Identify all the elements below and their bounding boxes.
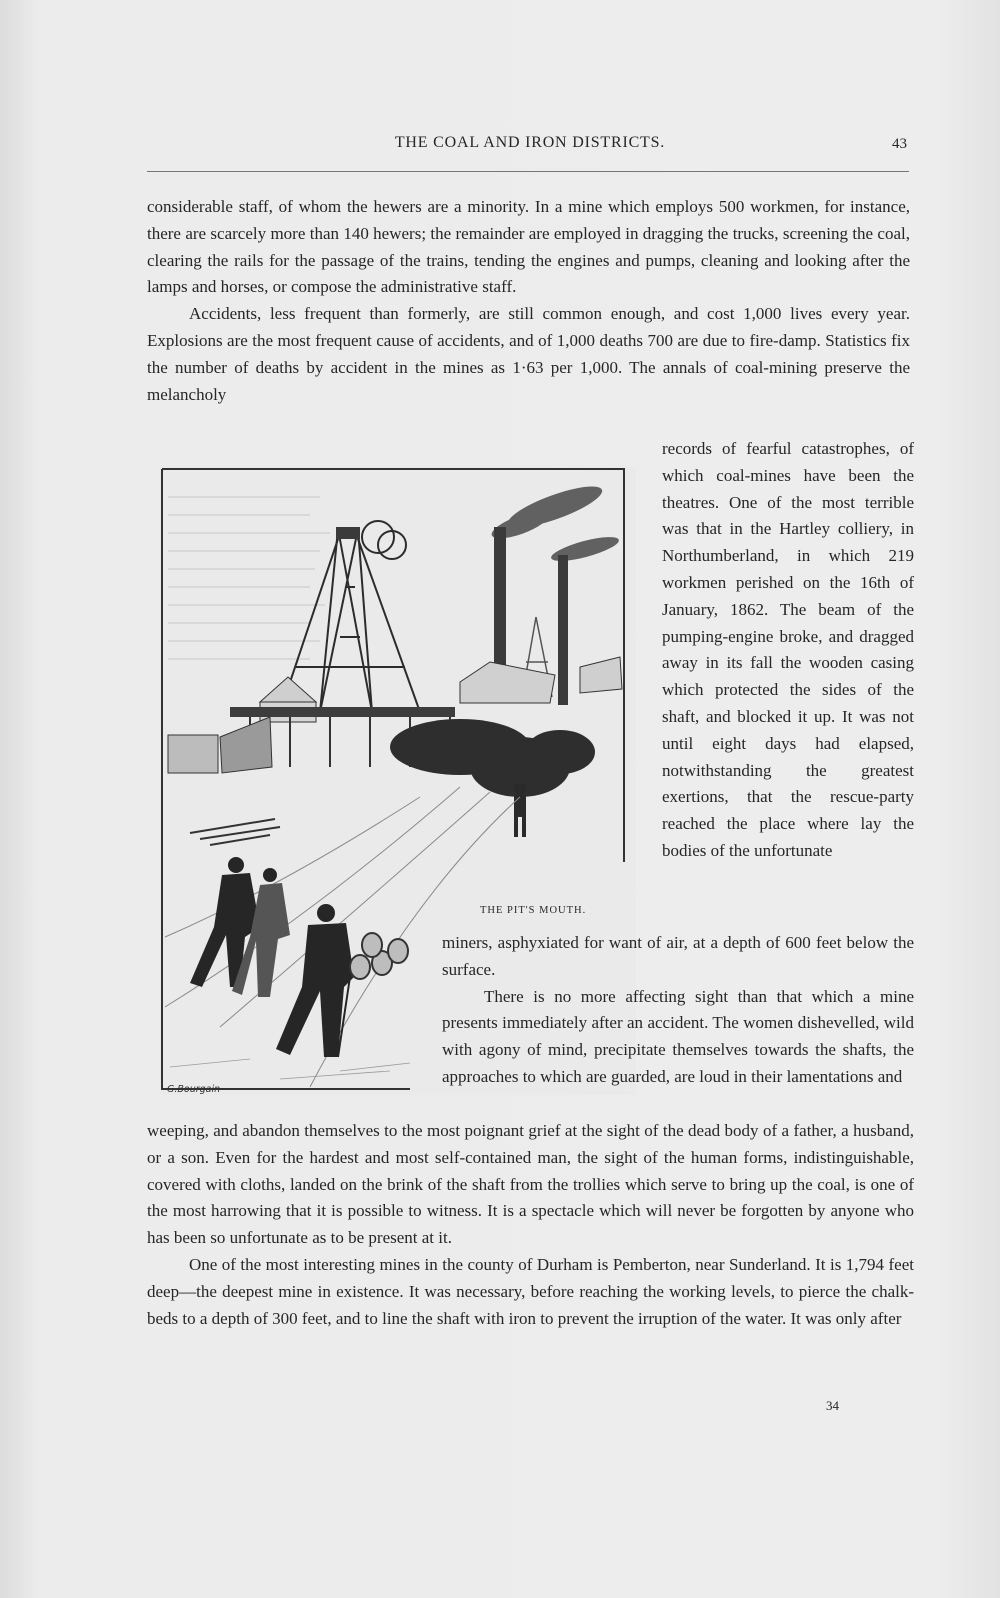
text-block-top (147, 194, 910, 408)
paragraph-miners-asphyxiated: miners, asphyxiated for want of air, at a depth of 600 feet below the surface. (442, 933, 914, 979)
paragraph-pemberton: One of the most interesting mines in the county of Durham is Pemberton, near Sunderland. It is 1,794 feet deep—the deepest mine in existence. It was necessary, before reaching the working levels, to pierce the chalk-beds to a depth of 300 feet, and to line the shaft with iron to prevent the irruption of the water. It was only after (147, 1254, 914, 1328)
paragraph-hartley-colliery: records of fearful catastrophes, of which coal-mines have been the theatres. One of the most terrible was that in the Hartley colliery, in Northumberland, in which 219 workmen perished on the 16th of January, 1862. The beam of the pumping-engine broke, and dragged away in its fall the wooden casing which protected the sides of the shaft, and blocked it up. It was not until eight days had elapsed, notwithstanding the greatest exertions, that the rescue-party reached the place where lay the bodies of the unfortunate (662, 439, 914, 860)
paragraph-accidents: Accidents, less frequent than formerly, are still common enough, and cost 1,000 lives every year. Explosions are the most frequent cause of accidents, and of 1,000 deaths 700 are due to fire-damp. Statistics fix the number of deaths by accident in the mines as 1·63 per 1,000. The annals of coal-mining preserve the melancholy (147, 304, 910, 404)
paragraph-affecting-sight: There is no more affecting sight than that which a mine presents immediately after an accident. The women dishevelled, wild with agony of mind, precipitate themselves towards the shafts, the approaches to which are guarded, are loud in their lamentations and (442, 986, 914, 1086)
paragraph-weeping: weeping, and abandon themselves to the most poignant grief at the sight of the dead body of a father, a husband, or a son. Even for the hardest and most self-contained man, the sight of the human forms, indistinguishable, covered with cloths, landed on the brink of the shaft from the trollies which serve to bring up the coal, is one of the most harrowing that it is possible to witness. It is a spectacle which will never be forgotten by anyone who has been so unfortunate as to be present at it. (147, 1121, 914, 1248)
running-head (145, 132, 915, 156)
signature-mark: 34 (826, 1398, 839, 1413)
artist-signature: G.Bourgain (167, 1084, 221, 1095)
running-title: THE COAL AND IRON DISTRICTS. (394, 134, 666, 151)
text-block-below-caption (442, 930, 914, 1091)
header-rule (147, 171, 909, 172)
text-block-beside-figure (662, 436, 914, 865)
page-number: 43 (892, 136, 907, 152)
text-block-bottom (147, 1118, 914, 1332)
figure-caption: THE PIT'S MOUTH. (480, 905, 587, 916)
paragraph-staff: considerable staff, of whom the hewers are a minority. In a mine which employs 500 workmen, for instance, there are scarcely more than 140 hewers; the remainder are employed in dragging the trucks, screening the coal, clearing the rails for the passage of the trains, tending the engines and pumps, cleaning and looking after the lamps and horses, or compose the administrative staff. (147, 197, 910, 297)
